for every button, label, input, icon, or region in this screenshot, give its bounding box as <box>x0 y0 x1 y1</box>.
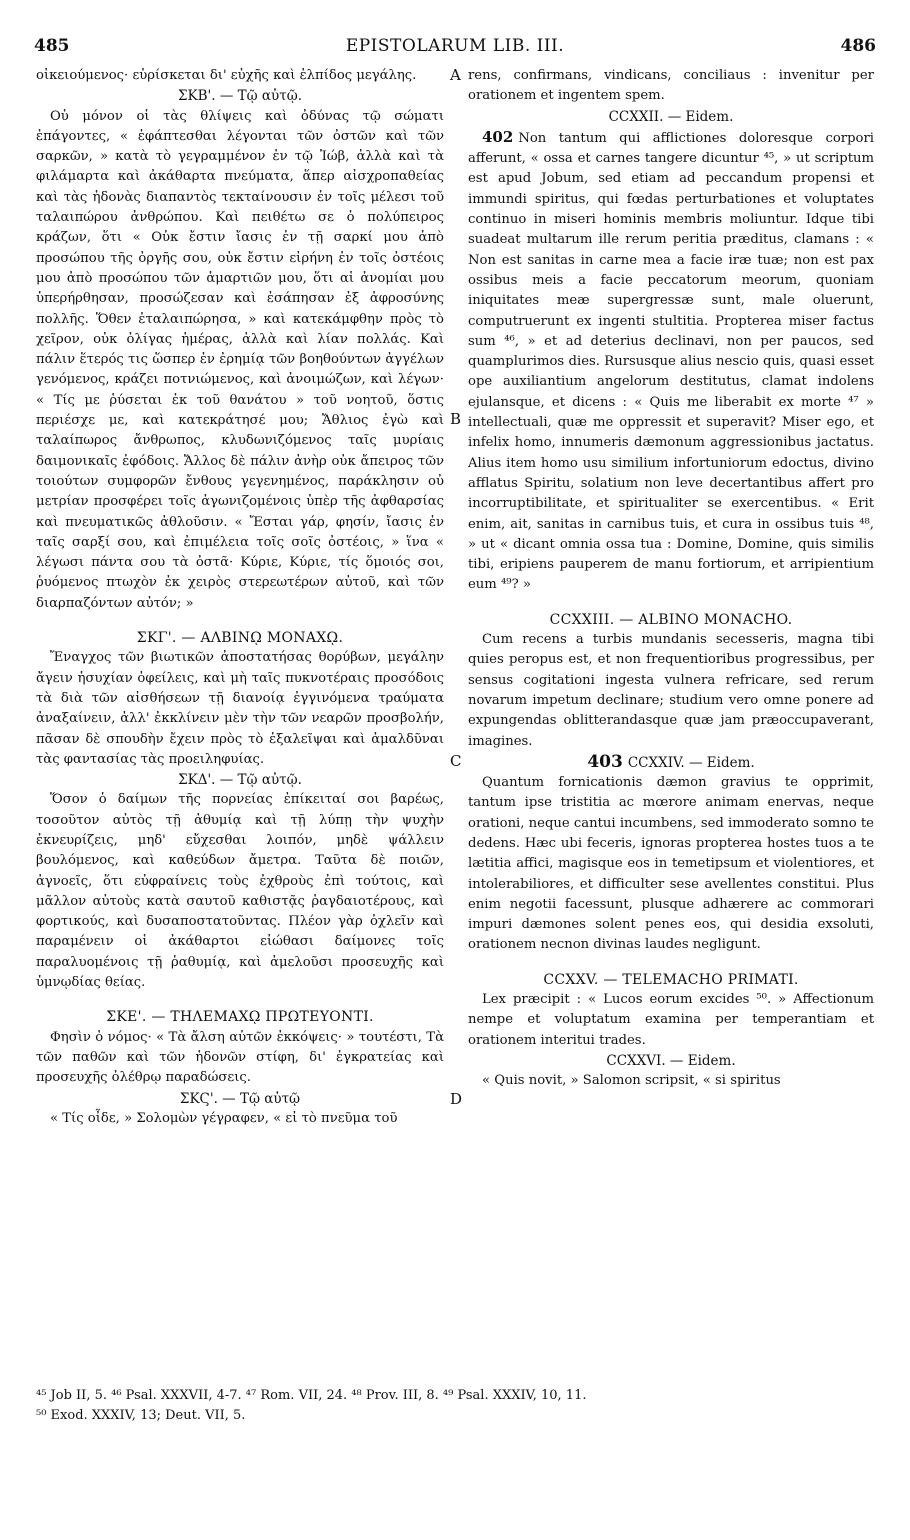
latin-letter-226: « Quis novit, » Salomon scripsit, « si spiritus <box>482 1073 781 1089</box>
greek-heading-225: ΣΚΕ'. — ΤΗΛΕΜΑΧῼ ΠΡΩΤΕΥΟΝΤΙ. <box>106 1009 374 1026</box>
latin-letter-223: Cum recens a turbis mundanis secesseris, magna tibi quies peropus est, et non frequentioribus progressibus, per sensus cogitationi ingesta vulnera refricare, sed rerum novarum impetum declinare; studium vero omne ponere ad expungendas oblitterandasque quæ jam præoccupaverant, imagines. <box>468 632 874 749</box>
margin-marker-a: A <box>450 66 461 84</box>
latin-heading-224-text: CCXXIV. — Eidem. <box>627 754 755 771</box>
section-number-403: 403 <box>587 751 623 772</box>
latin-letter-222-text: Non tantum qui afflictiones doloresque corpori afferunt, « ossa et carnes tangere dicuntur ⁴⁵, » ut scriptum est apud Jobum, sed etiam ad peccandum propensi et immundi spiritus, qui fœdas perturbationes et voluptates continuo in miseri hominis membris moliuntur. Idque tibi suadeat multarum ille rerum peritia præditus, clamans : « Non est sanitas in carne mea a facie iræ tuæ; non est pax ossibus meis a facie peccatorum meorum, quoniam iniquitates meæ supergressæ sunt, male oluerunt, computruerunt ex ingenti stultitia. Propterea miser factus sum ⁴⁶, » et ad deterius declinavi, non per paucos, sed quamplurimos dies. Rursusque alius nescio quis, quasi esset ope auxiliantium angelorum destitutus, clamat indolens ejulansque, et dicens : « Quis me liberabit ex morte ⁴⁷ » intellectuali, quæ me oppressit et superavit? Miser ego, et infelix homo, innumeris dæmonum aggressionibus jactatus. Alius item homo usu similium infortuniorum edoctus, divino afflatus Spiritu, solatium non leve decertantibus affert pro incorruptibilitate, et spiritualiter se exercentibus. « Erit enim, ait, sanitas in carnibus tuis, et cura in ossibus tuis ⁴⁸, » ut « dicant omnia ossa tua : Domine, Domine, quis similis tibi, eripiens pauperem de manu fortiorum, et arripientium eum ⁴⁹? » <box>468 130 874 593</box>
margin-marker-d: D <box>450 1090 463 1108</box>
greek-column <box>36 66 444 1129</box>
latin-heading-225: CCXXV. — TELEMACHO PRIMATI. <box>543 971 799 988</box>
footnotes <box>36 1386 878 1426</box>
latin-letter-222 <box>468 127 874 596</box>
greek-heading-226: ΣΚϚ'. — Τῷ αὐτῷ <box>179 1090 301 1107</box>
section-number-402: 402 <box>482 127 514 146</box>
greek-letter-223: Ἔναγχος τῶν βιωτικῶν ἀποστατήσας θορύβων, μεγάλην ἄγειν ἡσυχίαν ὀφείλεις, καὶ μὴ ταῖς πυκνοτέραις προσόδοις τὰ διὰ τῶν αἰσθήσεων τῇ διανοίᾳ ἐγγινόμενα τραύματα ἀναξαίνειν, ἀλλ' ἐκκλίνειν μὲν τὴν τῶν νεαρῶν προσβολήν, πᾶσαν δὲ σπουδὴν ἔχειν πρὸς τὸ ἐξαλεῖψαι καὶ ἀμαλδῦναι τὰς φαντασίας τὰς προειληφυίας. <box>36 650 444 767</box>
page-number-left: 485 <box>34 36 70 56</box>
latin-letter-225: Lex præcipit : « Lucos eorum excides ⁵⁰. » Affectionum nempe et voluptatum examina per temperantiam et orationem interitui trades. <box>468 992 874 1048</box>
latin-letter-224: Quantum fornicationis dæmon gravius te opprimit, tantum ipse tristitia ac mœrore animam enervas, neque orationi, neque cantui incumbens, sed immoderato somno te dedens. Hæc ubi feceris, ignoras propterea hostes tuos a te lætitia affici, magisque eos in temetipsum et violentiores, et intolerabiliores, et difficulter sese avellentes constitui. Plus enim negotii facessunt, plusque adhærere ac commorari impuri dæmones solent penes eos, qui desidia exsoluti, orationem necnon divinas laudes negligunt. <box>468 775 874 953</box>
greek-letter-226: « Τίς οἶδε, » Σολομὼν γέγραφεν, « εἰ τὸ πνεῦμα τοῦ <box>50 1110 398 1126</box>
greek-letter-222: Οὐ μόνον οἱ τὰς θλίψεις καὶ ὀδύνας τῷ σώματι ἐπάγοντες, « ἐφάπτεσθαι λέγονται τῶν ὀστῶν καὶ τῶν σαρκῶν, » κατὰ τὸ γεγραμμένον ἐν τῷ Ἰώβ, ἀλλὰ καὶ τὰ φιλάμαρτα καὶ ἀκάθαρτα πνεύματα, ἅπερ αἰσχροπαθείας καὶ τὰς ἡδονὰς διαπαντὸς τεκταίνουσιν ἐν τοῖς μέλεσι τοῦ ταλαιπώρου ἀνθρώπου. Καὶ πειθέτω σε ὁ πολύπειρος κράζων, ὅτι « Οὐκ ἔστιν ἴασις ἐν τῇ σαρκί μου ἀπὸ προσώπου τῆς ὀργῆς σου, οὐκ ἔστιν εἰρήνη ἐν τοῖς ὀστέοις μου ἀπὸ προσώπου τῶν ἁμαρτιῶν μου, ὅτι αἱ ἀνομίαι μου ὑπερήρθησαν, προσώζεσαν καὶ ἐσάπησαν ἐξ ἀφροσύνης πολλῆς. Ὅθεν ἐταλαιπώρησα, » καὶ κατεκάμφθην πρὸς τὸ χεῖρον, οὐκ ὀλίγας ἡμέρας, ἀλλὰ καὶ λίαν πολλάς. Καὶ πάλιν ἕτερός τις ὥσπερ ἐν ἐρημίᾳ τῶν βοηθούντων ἀγγέλων γενόμενος, κράζει ποτνιώμενος, καὶ ἀνοιμώζων, καὶ λέγων· « Τίς με ῥύσεται ἐκ τοῦ θανάτου » τοῦ νοητοῦ, ὅστις περιέσχε με, καὶ κατεκράτησέ μου; Ἄθλιος ἐγὼ καὶ ταλαίπωρος ἄνθρωπος, κλυδωνιζόμενος ταῖς μυρίαις δαιμονικαῖς ἐφόδοις. Ἄλλος δὲ πάλιν ἀνὴρ οὐκ ἄπειρος τῶν τοιούτων συμφορῶν ἔνθους γεγενημένος, παράκλησιν οὐ μετρίαν προσφέρει τοῖς ἀγωνιζομένοις ὑπὲρ τῆς ἀφθαρσίας καὶ πνευματικῶς ἀθλοῦσιν. « Ἔσται γάρ, φησίν, ἴασις ἐν ταῖς σαρξί σου, καὶ ἐπιμέλεια τοῖς σοῖς ὀστέοις, » ἵνα « λέγωσι πάντα σου τὰ ὀστᾶ· Κύριε, Κύριε, τίς ὅμοιός σοι, ῥυόμενος πτωχὸν ἐκ χειρὸς στερεωτέρων αὐτοῦ, καὶ τῶν διαρπαζόντων αὐτόν; » <box>36 108 444 611</box>
running-title: EPISTOLARUM LIB. III. <box>345 36 565 56</box>
greek-heading-222: ΣΚΒ'. — Τῷ αὐτῷ. <box>177 88 303 105</box>
latin-heading-224 <box>468 752 874 773</box>
latin-heading-222: CCXXII. — Eidem. <box>608 108 734 125</box>
page-header <box>34 36 876 58</box>
latin-heading-223: CCXXIII. — ALBINO MONACHO. <box>549 611 793 628</box>
footnote-line-2: ⁵⁰ Exod. XXXIV, 13; Deut. VII, 5. <box>36 1408 246 1423</box>
greek-intro: οἰκειούμενος· εὑρίσκεται δι' εὐχῆς καὶ ἐλπίδος μεγάλης. <box>36 68 417 83</box>
greek-letter-225: Φησὶν ὁ νόμος· « Τὰ ἄλση αὐτῶν ἐκκόψεις· » τουτέστι, Τὰ τῶν παθῶν καὶ τῶν ἡδονῶν στίφη, δι' ἐγκρατείας καὶ προσευχῆς ὀλέθρῳ παραδώσεις. <box>36 1029 444 1086</box>
footnote-line-1: ⁴⁵ Job II, 5. ⁴⁶ Psal. XXXVII, 4-7. ⁴⁷ Rom. VII, 24. ⁴⁸ Prov. III, 8. ⁴⁹ Psal. XXXIV, 10, 11. <box>36 1388 587 1403</box>
margin-marker-b: B <box>450 410 462 428</box>
greek-heading-223: ΣΚΓ'. — ΑΛΒΙΝῼ ΜΟΝΑΧῼ. <box>136 630 344 647</box>
latin-column <box>468 66 874 1092</box>
greek-letter-224: Ὅσον ὁ δαίμων τῆς πορνείας ἐπίκειταί σοι βαρέως, τοσοῦτον αὐτὸς τῇ ἀθυμίᾳ καὶ τῇ λύπῃ τὴν ψυχὴν ἐκνευρίζεις, μηδ' εὔχεσθαι λοιπόν, μηδὲ ψάλλειν βουλόμενος, καὶ καθεύδων ἄμετρα. Ταῦτα δὲ ποιῶν, ἀγνοεῖς, ὅτι εὐφραίνεις τοὺς ἐχθροὺς ἐπὶ τούτοις, καὶ μᾶλλον αὐτοὺς κατὰ σαυτοῦ καθιστᾷς ῥαγδαιοτέρους, καὶ φορτικούς, καὶ δυσαποστατοῦντας. Πλέον γὰρ ὀχλεῖν καὶ παραμένειν οἱ ἀκάθαρτοι εἰώθασι δαίμονες τοῖς παραλυομένοις τῇ ῥαθυμίᾳ, καὶ ἀμελοῦσι προσευχῆς καὶ ὑμνῳδίας θείας. <box>36 792 444 991</box>
latin-intro: rens, confirmans, vindicans, conciliaus : invenitur per orationem et ingentem spem. <box>468 68 874 104</box>
margin-marker-c: C <box>450 752 462 770</box>
greek-heading-224: ΣΚΔ'. — Τῷ αὐτῷ. <box>178 772 302 789</box>
page-number-right: 486 <box>840 36 876 56</box>
latin-heading-226: CCXXVI. — Eidem. <box>606 1052 736 1069</box>
